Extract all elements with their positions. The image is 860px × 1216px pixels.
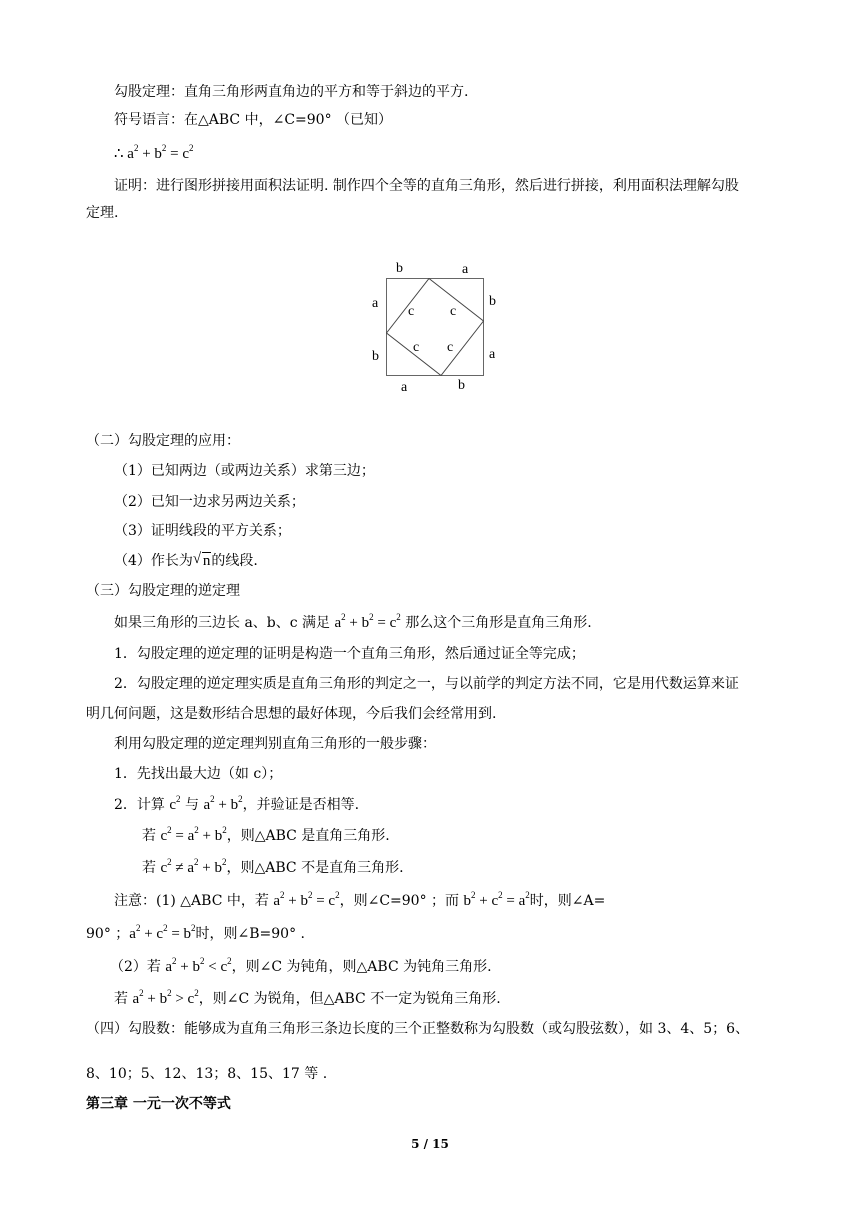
inner-square: [387, 279, 484, 376]
label-left-bottom: b: [372, 349, 379, 364]
label-inner-tl: c: [408, 304, 415, 319]
converse-point-1: 1．勾股定理的逆定理的证明是构造一个直角三角形，然后通过证全等完成；: [114, 646, 585, 662]
step-2: 2．计算 $c^2$ 与 $a^2 + b^2$，并验证是否相等.: [114, 794, 360, 813]
section-2-item-3: （3）证明线段的平方关系；: [114, 523, 291, 539]
label-right-top: b: [489, 294, 496, 309]
label-left-top: a: [372, 296, 379, 311]
note-3: 若 $a^2 + b^2 > c^2$，则∠C 为锐角，但△ABC 不一定为锐角三角形.: [114, 988, 501, 1007]
chapter-3-heading: 第三章 一元一次不等式: [86, 1096, 231, 1112]
section-2-heading: （二）勾股定理的应用：: [86, 433, 240, 449]
label-bottom-left: a: [401, 380, 408, 395]
square-diagram: [386, 278, 484, 376]
converse-point-2b: 明几何问题，这是数形结合思想的最好体现，今后我们会经常用到.: [86, 706, 497, 722]
section-2-item-2: （2）已知一边求另两边关系；: [114, 494, 305, 510]
note-1-cont: 90° ；$a^2 + c^2 = b^2$时，则∠B=90° .: [86, 923, 305, 942]
outer-square: [387, 279, 484, 376]
section-2-item-4: （4）作长为 √ n的线段.: [114, 551, 258, 569]
section-3-heading: （三）勾股定理的逆定理: [86, 583, 240, 599]
label-inner-tr: c: [450, 304, 457, 319]
label-bottom-right: b: [458, 378, 465, 393]
step-1: 1．先找出最大边（如 c）；: [114, 766, 283, 782]
note-1: 注意：(1) △ABC 中，若 $a^2 + b^2 = c^2$，则∠C=90° ；而 $b^2 + c^2 = a^2$时，则∠A=: [114, 890, 606, 909]
section-4-line-2: 8、10；5、12、13；8、15、17 等 .: [86, 1066, 328, 1082]
converse-point-2a: 2．勾股定理的逆定理实质是直角三角形的判定之一，与以前学的判定方法不同，它是用代数运算来证: [114, 676, 739, 692]
converse-statement: 如果三角形的三边长 a、b、c 满足 $a^2 + b^2 = c^2$ 那么这个三角形是直角三角形.: [114, 612, 592, 631]
symbol-language: 符号语言：在△ABC 中，∠C=90° （已知）: [114, 112, 393, 128]
proof-line-1: 证明：进行图形拼接用面积法证明. 制作四个全等的直角三角形，然后进行拼接，利用面积法理解勾股: [114, 178, 739, 194]
label-top-right: a: [462, 262, 469, 277]
page-number: 5 / 15: [411, 1137, 449, 1151]
label-inner-bl: c: [413, 340, 420, 355]
pythagoras-formula: ∴ $a^2 + b^2 = c^2$: [114, 143, 194, 162]
step-2-case-equal: 若 $c^2 = a^2 + b^2$，则△ABC 是直角三角形.: [142, 825, 390, 844]
section-2-item-1: （1）已知两边（或两边关系）求第三边；: [114, 463, 375, 479]
steps-heading: 利用勾股定理的逆定理判别直角三角形的一般步骤：: [114, 736, 436, 752]
section-4-line-1: （四）勾股数：能够成为直角三角形三条边长度的三个正整数称为勾股数（或勾股弦数），如 3、4、5；6、: [86, 1021, 750, 1037]
proof-line-2: 定理.: [86, 205, 119, 221]
label-right-bottom: a: [489, 347, 496, 362]
label-top-left: b: [396, 261, 403, 276]
sqrt-n: √ n: [192, 551, 211, 569]
step-2-case-not-equal: 若 $c^2 \ne a^2 + b^2$，则△ABC 不是直角三角形.: [142, 857, 404, 876]
note-2: （2）若 $a^2 + b^2 < c^2$，则∠C 为钝角，则△ABC 为钝角三角形.: [110, 956, 492, 975]
label-inner-br: c: [447, 340, 454, 355]
theorem-statement: 勾股定理：直角三角形两直角边的平方和等于斜边的平方.: [114, 84, 469, 100]
